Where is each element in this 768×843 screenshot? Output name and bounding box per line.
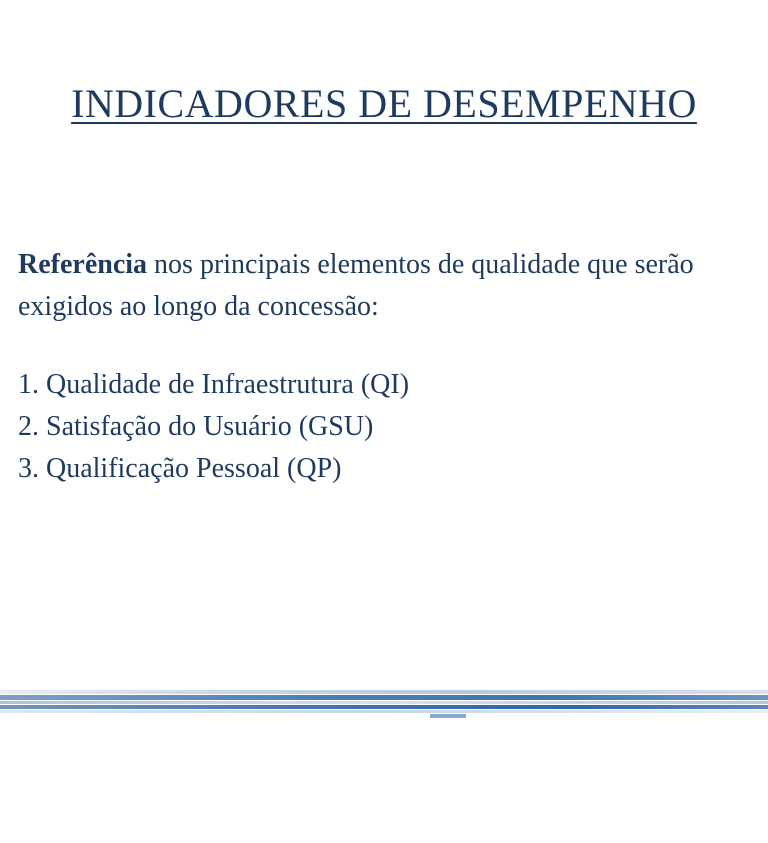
indicator-list — [18, 364, 748, 490]
page-title: INDICADORES DE DESEMPENHO — [71, 81, 697, 126]
intro-paragraph — [18, 244, 748, 328]
band-stripe — [0, 710, 768, 713]
list-item: 1. Qualidade de Infraestrutura (QI) — [18, 369, 410, 400]
footer-decorative-band — [0, 690, 768, 720]
list-item: 3. Qualificação Pessoal (QP) — [18, 453, 342, 484]
band-stripe — [0, 690, 768, 694]
list-item: 2. Satisfação do Usuário (GSU) — [18, 411, 374, 442]
band-stripe — [0, 695, 768, 700]
intro-emphasis: Referência — [18, 249, 148, 280]
band-stripe — [0, 701, 768, 704]
band-tab — [430, 714, 466, 718]
intro-text: nos principais elementos de qualidade que serão exigidos ao longo da concessão: — [18, 249, 694, 322]
band-stripe — [0, 705, 768, 709]
